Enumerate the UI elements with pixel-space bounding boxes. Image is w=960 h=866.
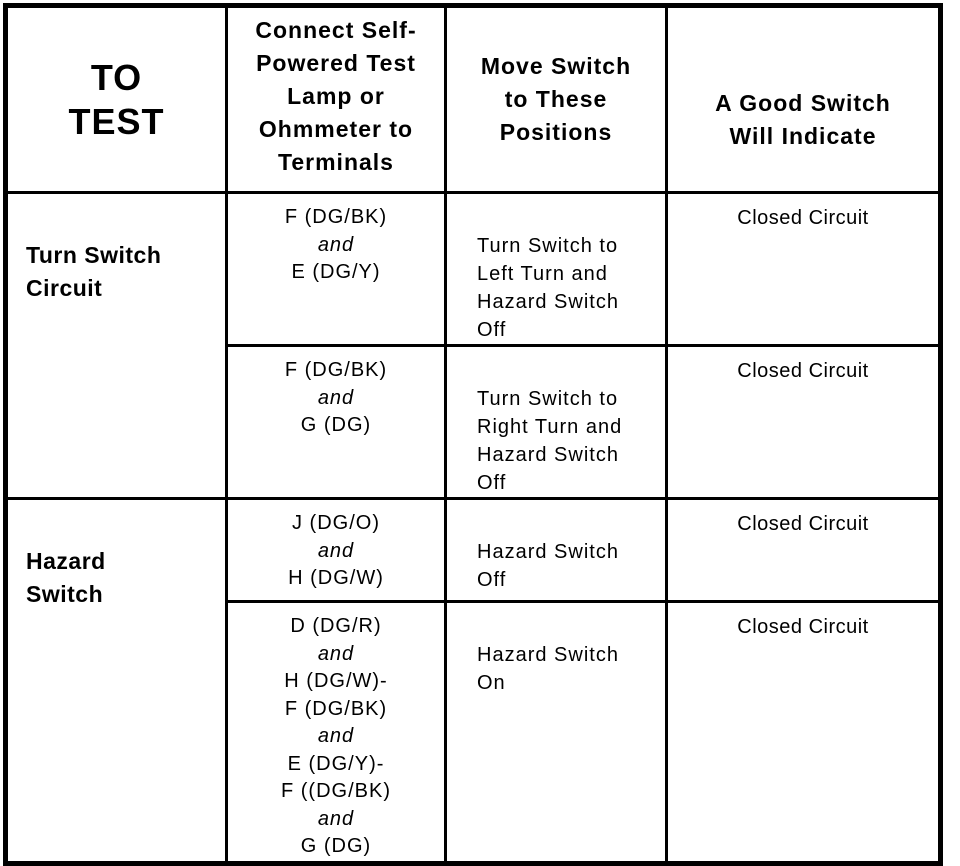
terminal-text: G (DG) [300, 414, 372, 436]
indication-cell [667, 193, 941, 346]
terminals-cell [227, 499, 446, 602]
position-cell [446, 346, 667, 499]
terminals-cell [227, 193, 446, 346]
position-text: Turn Switch to Left Turn and Hazard Switch Off [477, 235, 619, 341]
header-good-switch [667, 6, 941, 193]
terminal-text: J (DG/O) [292, 512, 380, 534]
terminal-text: F (DG/BK) [284, 697, 388, 720]
table-row [6, 499, 941, 602]
indication-text: Closed Circuit [737, 360, 869, 382]
terminal-text: H (DG/W) [288, 567, 384, 589]
position-text: Turn Switch to Right Turn and Hazard Switch Off [477, 388, 623, 494]
header-to-test-label: TO TEST [68, 56, 165, 142]
test-group-label: Hazard Switch [26, 548, 106, 607]
header-move-switch [446, 6, 667, 193]
position-cell [446, 499, 667, 602]
header-connect-label: Connect Self- Powered Test Lamp or Ohmmeter to Terminals [255, 17, 417, 175]
position-text: Hazard Switch On [477, 644, 619, 694]
terminal-text: H (DG/W)- [284, 670, 388, 692]
indication-text: Closed Circuit [737, 513, 869, 535]
terminal-text: F ((DG/BK) [281, 780, 391, 802]
position-cell [446, 602, 667, 864]
test-group-label: Turn Switch Circuit [26, 242, 162, 301]
header-good-switch-label: A Good Switch Will Indicate [715, 89, 891, 149]
indication-text: Closed Circuit [737, 207, 869, 229]
header-move-switch-label: Move Switch to These Positions [480, 53, 632, 145]
header-connect [227, 6, 446, 193]
terminal-text: G (DG) [300, 835, 372, 857]
terminals-cell [227, 602, 446, 864]
terminal-text: F (DG/BK) [284, 206, 388, 228]
terminal-text: E (DG/Y)- [287, 752, 385, 775]
terminal-text: and [317, 539, 355, 562]
switch-test-table [3, 3, 943, 866]
terminal-text: E (DG/Y) [291, 261, 381, 283]
terminal-text: F (DG/BK) [284, 359, 388, 381]
indication-cell [667, 346, 941, 499]
indication-cell [667, 499, 941, 602]
terminal-text: and [317, 386, 355, 409]
test-group-turn-switch [6, 193, 227, 499]
header-to-test [6, 6, 227, 193]
table-row [6, 193, 941, 346]
terminals-cell [227, 346, 446, 499]
terminal-text: and [317, 233, 355, 256]
position-cell [446, 193, 667, 346]
terminal-text: and [317, 642, 355, 665]
position-text: Hazard Switch Off [477, 541, 619, 591]
terminal-text: and [317, 725, 355, 747]
header-row [6, 6, 941, 193]
indication-cell [667, 602, 941, 864]
terminal-text: D (DG/R) [290, 615, 382, 637]
terminal-text: and [317, 807, 355, 830]
indication-text: Closed Circuit [737, 616, 869, 638]
test-group-hazard-switch [6, 499, 227, 864]
